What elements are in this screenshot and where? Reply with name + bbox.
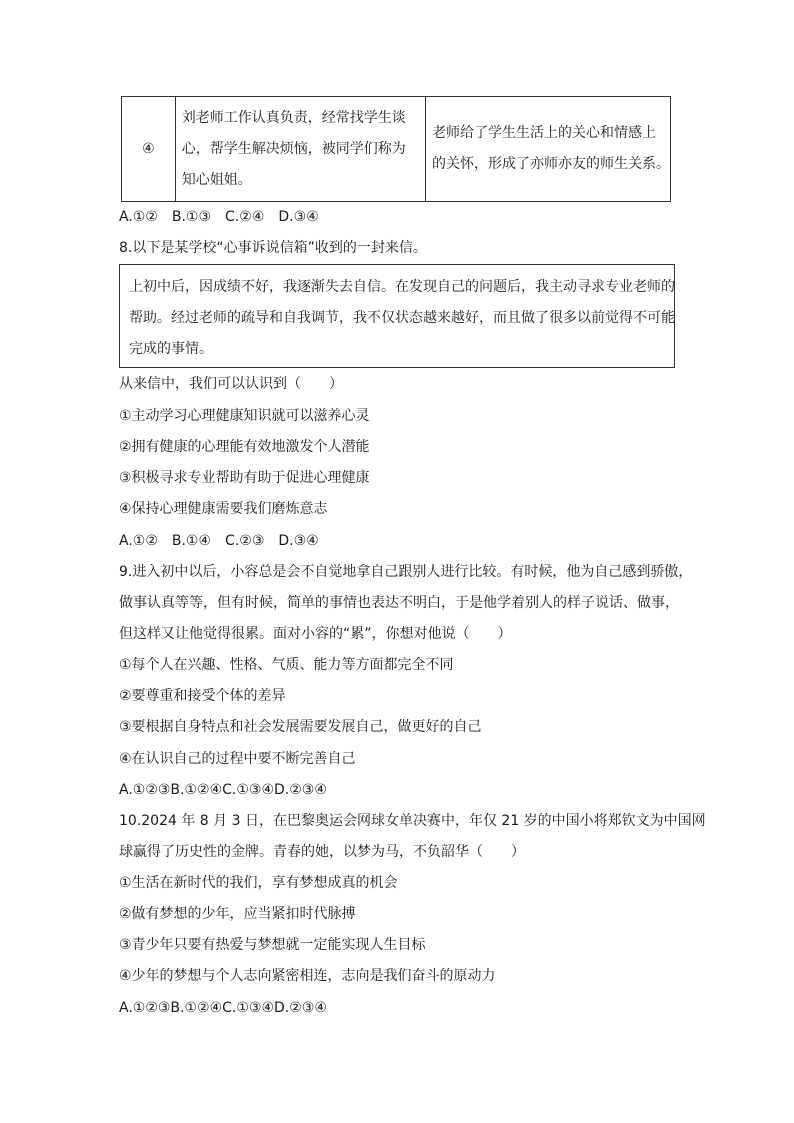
table-row	[122, 97, 671, 202]
q7-table	[121, 96, 671, 202]
analysis-line: 的关怀，形成了亦师亦友的师生关系。	[432, 156, 670, 172]
q9-item: ③要根据自身特点和社会发展需要发展自己，做更好的自己	[119, 719, 482, 735]
q10-item: ②做有梦想的少年，应当紧扣时代脉搏	[119, 906, 356, 922]
q8-item: ④保持心理健康需要我们磨炼意志	[119, 501, 328, 517]
q10-item: ①生活在新时代的我们，享有梦想成真的机会	[119, 875, 398, 891]
description-line: 知心姐姐。	[181, 171, 252, 188]
q9-stem-line: 但这样又让他觉得很累。面对小容的“累”，你想对他说（ ）	[119, 626, 512, 642]
letter-line: 上初中后，因成绩不好，我逐渐失去自信。在发现自己的问题后，我主动寻求专业老师的	[129, 279, 675, 295]
q9-item: ②要尊重和接受个体的差异	[119, 688, 286, 704]
q10-options: A.①②③B.①②④C.①③④D.②③④	[119, 1000, 327, 1016]
q9-stem-line: 9.进入初中以后，小容总是会不自觉地拿自己跟别人进行比较。有时候，他为自己感到骄傲，	[119, 564, 693, 580]
q8-item: ③积极寻求专业帮助有助于促进心理健康	[119, 470, 370, 486]
q10-item: ④少年的梦想与个人志向紧密相连，志向是我们奋斗的原动力	[119, 968, 496, 984]
q9-item: ④在认识自己的过程中要不断完善自己	[119, 751, 356, 767]
row-number: ④	[122, 97, 176, 202]
q9-item: ①每个人在兴趣、性格、气质、能力等方面都完全不同	[119, 657, 454, 673]
q7-options: A.①② B.①③ C.②④ D.③④	[119, 209, 319, 225]
q9-options: A.①②③B.①②④C.①③④D.②③④	[119, 782, 327, 798]
q9-stem-line: 做事认真等等，但有时候，简单的事情也表达不明白，于是他学着别人的样子说话、做事，	[119, 595, 679, 611]
q8-stem: 8.以下是某学校“心事诉说信箱”收到的一封来信。	[119, 240, 427, 256]
q10-stem-line: 球赢得了历史性的金牌。青春的她，以梦为马，不负韶华（ ）	[119, 844, 525, 860]
row-description	[175, 97, 425, 202]
letter-line: 完成的事情。	[129, 341, 213, 357]
description-line: 刘老师工作认真负责，经常找学生谈	[181, 109, 406, 126]
analysis-line: 老师给了学生生活上的关心和情感上	[432, 125, 656, 141]
letter-line: 帮助。经过老师的疏导和自我调节，我不仅状态越来越好，而且做了很多以前觉得不可能	[129, 310, 675, 326]
description-line: 心，帮学生解决烦恼，被同学们称为	[181, 140, 406, 157]
q8-options: A.①② B.①④ C.②③ D.③④	[119, 533, 319, 549]
q10-item: ③青少年只要有热爱与梦想就一定能实现人生目标	[119, 937, 426, 953]
q8-item: ①主动学习心理健康知识就可以滋养心灵	[119, 408, 370, 424]
q8-item: ②拥有健康的心理能有效地激发个人潜能	[119, 439, 370, 455]
q8-letter-box	[119, 264, 675, 368]
q8-question: 从来信中，我们可以认识到（ ）	[119, 376, 343, 392]
q10-stem-line: 10.2024 年 8 月 3 日，在巴黎奥运会网球女单决赛中，年仅 21 岁的中国小将郑钦文为中国网	[119, 813, 706, 829]
row-analysis	[426, 97, 671, 202]
